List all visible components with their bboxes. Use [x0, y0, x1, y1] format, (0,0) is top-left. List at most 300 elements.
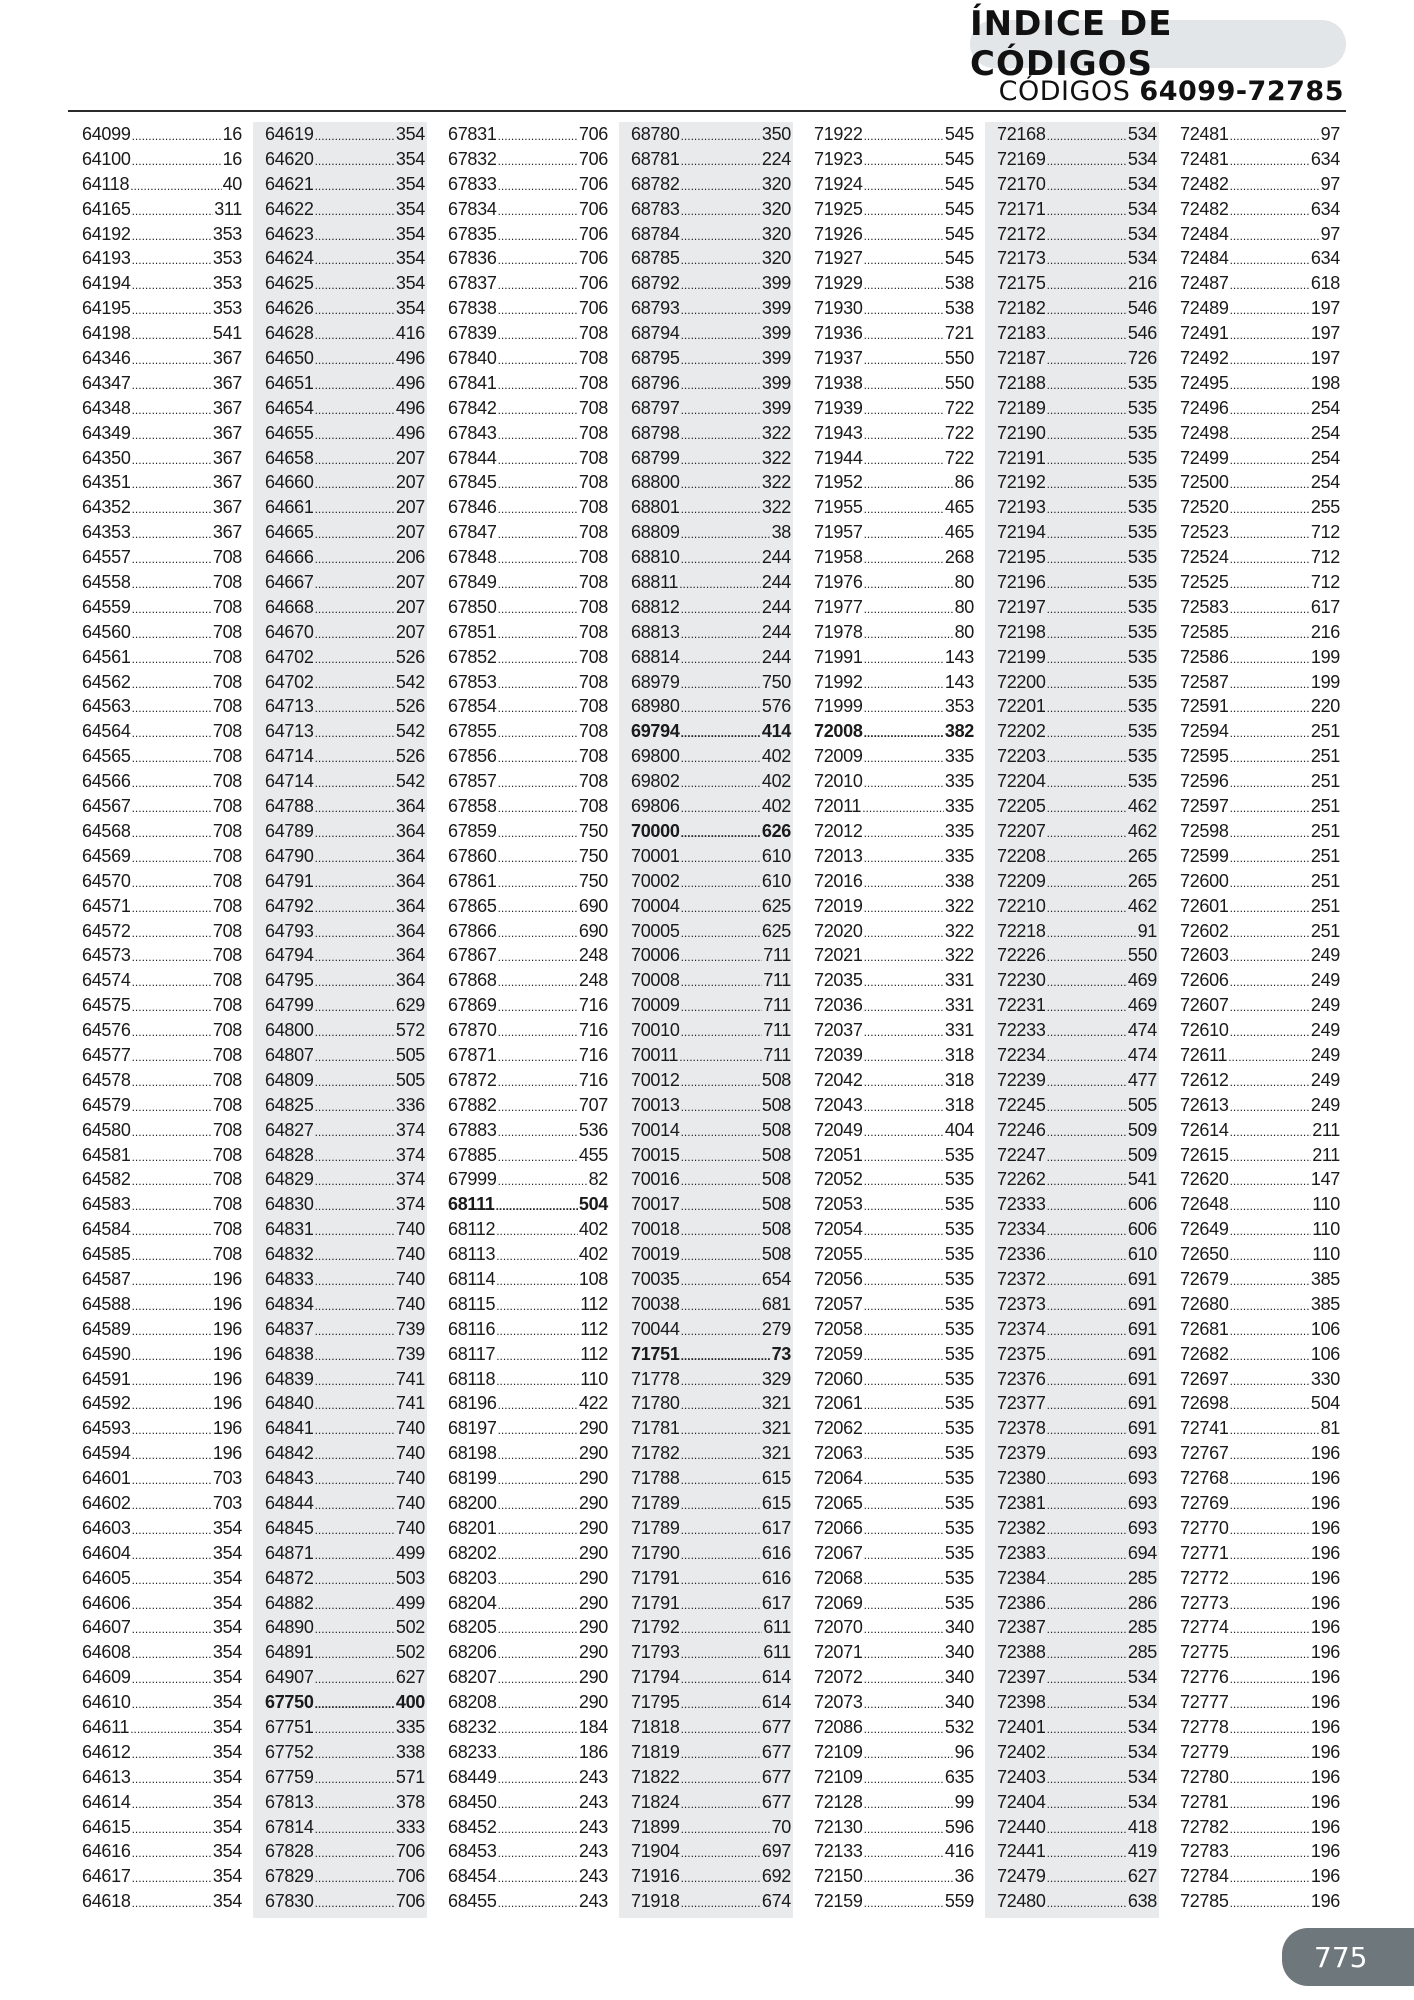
- product-code: 71916: [631, 1866, 680, 1887]
- leader-dots: [1047, 1244, 1127, 1269]
- product-code: 72192: [997, 472, 1046, 493]
- product-code: 72199: [997, 646, 1046, 667]
- product-code: 71937: [814, 348, 863, 369]
- index-entry: [448, 1815, 608, 1840]
- index-entry: [265, 545, 425, 570]
- product-code: 68781: [631, 148, 680, 169]
- leader-dots: [1047, 1194, 1127, 1219]
- index-entry: [82, 246, 242, 271]
- product-code: 72681: [1180, 1318, 1229, 1339]
- leader-dots: [1047, 174, 1127, 199]
- page-reference: 290: [578, 1443, 608, 1464]
- leader-dots: [315, 1269, 395, 1294]
- page-reference: 402: [578, 1219, 608, 1240]
- product-code: 72051: [814, 1144, 863, 1165]
- leader-dots: [681, 647, 761, 672]
- index-entry: [265, 520, 425, 545]
- leader-dots: [1047, 1642, 1127, 1667]
- leader-dots: [1047, 1593, 1127, 1618]
- leader-dots: [681, 846, 761, 871]
- page-reference: 681: [761, 1293, 791, 1314]
- index-entry: [265, 1192, 425, 1217]
- page-reference: 606: [1127, 1219, 1157, 1240]
- page-reference: 638: [1127, 1891, 1157, 1912]
- product-code: 67830: [265, 1891, 314, 1912]
- product-code: 72776: [1180, 1667, 1229, 1688]
- page-reference: 505: [395, 1069, 425, 1090]
- product-code: 67868: [448, 970, 497, 991]
- product-code: 71952: [814, 472, 863, 493]
- index-entry: [631, 321, 791, 346]
- page-reference: 634: [1310, 198, 1340, 219]
- index-entry: [997, 1342, 1157, 1367]
- index-entry: [1180, 371, 1340, 396]
- page-reference: 318: [944, 1069, 974, 1090]
- index-entry: [448, 147, 608, 172]
- product-code: 72065: [814, 1492, 863, 1513]
- index-entry: [82, 1391, 242, 1416]
- index-entry: [997, 1839, 1157, 1864]
- leader-dots: [864, 1443, 944, 1468]
- index-entry: [997, 222, 1157, 247]
- index-entry: [814, 1367, 974, 1392]
- index-entry: [448, 396, 608, 421]
- leader-dots: [1047, 721, 1127, 746]
- index-entry: [997, 819, 1157, 844]
- leader-dots: [864, 995, 944, 1020]
- page-reference: 367: [212, 447, 242, 468]
- leader-dots: [315, 1493, 395, 1518]
- product-code: 72774: [1180, 1617, 1229, 1638]
- leader-dots: [1230, 1294, 1310, 1319]
- index-entry: [997, 271, 1157, 296]
- product-code: 67836: [448, 248, 497, 269]
- index-entry: [1180, 1391, 1340, 1416]
- page-reference: 338: [395, 1741, 425, 1762]
- page-reference: 422: [578, 1393, 608, 1414]
- leader-dots: [132, 1866, 212, 1891]
- product-code: 72011: [814, 796, 862, 817]
- page-reference: 290: [578, 1542, 608, 1563]
- index-entry: [265, 1839, 425, 1864]
- leader-dots: [864, 224, 944, 249]
- page-reference: 367: [212, 472, 242, 493]
- page-reference: 416: [944, 1841, 974, 1862]
- index-entry: [814, 1790, 974, 1815]
- page-reference: 535: [944, 1144, 974, 1165]
- index-entry: [82, 1068, 242, 1093]
- product-code: 71793: [631, 1642, 680, 1663]
- leader-dots: [681, 1817, 771, 1842]
- product-code: 72489: [1180, 298, 1229, 319]
- product-code: 64587: [82, 1268, 131, 1289]
- page-reference: 243: [578, 1891, 608, 1912]
- index-entry: [814, 645, 974, 670]
- product-code: 72218: [997, 920, 1046, 941]
- product-code: 64612: [82, 1741, 131, 1762]
- page-reference: 331: [944, 1020, 974, 1041]
- page-reference: 535: [1127, 646, 1157, 667]
- index-entry: [265, 1516, 425, 1541]
- index-entry: [82, 1242, 242, 1267]
- product-code: 71927: [814, 248, 863, 269]
- page-reference: 320: [761, 198, 791, 219]
- page-reference: 708: [578, 671, 608, 692]
- page-reference: 265: [1127, 870, 1157, 891]
- index-entry: [448, 1441, 608, 1466]
- product-code: 64799: [265, 995, 314, 1016]
- product-code: 71936: [814, 323, 863, 344]
- index-entry: [448, 844, 608, 869]
- leader-dots: [1230, 1891, 1310, 1916]
- leader-dots: [681, 398, 761, 423]
- index-entry: [997, 1367, 1157, 1392]
- leader-dots: [498, 696, 578, 721]
- page-reference: 265: [1127, 845, 1157, 866]
- index-entry: [631, 1416, 791, 1441]
- page-reference: 350: [761, 124, 791, 144]
- leader-dots: [864, 1841, 944, 1866]
- product-code: 69806: [631, 796, 680, 817]
- product-code: 72491: [1180, 323, 1229, 344]
- product-code: 71999: [814, 696, 863, 717]
- leader-dots: [1230, 124, 1320, 149]
- index-entry: [265, 645, 425, 670]
- index-entry: [997, 1615, 1157, 1640]
- index-entry: [631, 694, 791, 719]
- leader-dots: [864, 1742, 954, 1767]
- page-reference: 36: [954, 1866, 974, 1887]
- index-entry: [1180, 1292, 1340, 1317]
- product-code: 64807: [265, 1044, 314, 1065]
- index-entry: [814, 1516, 974, 1541]
- product-code: 64568: [82, 820, 131, 841]
- index-entry: [265, 919, 425, 944]
- page-reference: 254: [1310, 472, 1340, 493]
- index-entry: [82, 1466, 242, 1491]
- index-entry: [814, 769, 974, 794]
- index-entry: [997, 1740, 1157, 1765]
- code-index-columns: [70, 122, 1344, 1918]
- page-reference: 615: [761, 1468, 791, 1489]
- page-reference: 73: [771, 1343, 791, 1364]
- leader-dots: [1230, 1717, 1310, 1742]
- product-code: 72109: [814, 1741, 863, 1762]
- leader-dots: [864, 1244, 944, 1269]
- leader-dots: [681, 1393, 761, 1418]
- index-entry: [997, 1715, 1157, 1740]
- leader-dots: [498, 398, 578, 423]
- index-entry: [448, 968, 608, 993]
- index-entry: [997, 296, 1157, 321]
- leader-dots: [681, 472, 761, 497]
- leader-dots: [132, 1617, 212, 1642]
- product-code: 64825: [265, 1094, 314, 1115]
- product-code: 64565: [82, 746, 131, 767]
- index-entry: [1180, 1615, 1340, 1640]
- page-reference: 535: [944, 1268, 974, 1289]
- product-code: 64572: [82, 920, 131, 941]
- leader-dots: [1230, 472, 1310, 497]
- page-reference: 711: [763, 970, 791, 991]
- index-entry: [631, 246, 791, 271]
- page-reference: 535: [944, 1418, 974, 1439]
- index-entry: [631, 968, 791, 993]
- index-entry: [448, 1242, 608, 1267]
- index-entry: [631, 396, 791, 421]
- index-entry: [814, 1118, 974, 1143]
- leader-dots: [864, 846, 944, 871]
- index-entry: [265, 197, 425, 222]
- page-reference: 321: [761, 1443, 791, 1464]
- index-entry: [82, 1367, 242, 1392]
- page-reference: 322: [761, 497, 791, 518]
- leader-dots: [1230, 1518, 1310, 1543]
- index-entry: [814, 1541, 974, 1566]
- product-code: 64574: [82, 970, 131, 991]
- product-code: 68204: [448, 1592, 497, 1613]
- product-code: 71925: [814, 198, 863, 219]
- page-reference: 290: [578, 1642, 608, 1663]
- leader-dots: [132, 149, 222, 174]
- index-entry: [82, 1665, 242, 1690]
- index-entry: [82, 894, 242, 919]
- product-code: 71789: [631, 1492, 680, 1513]
- product-code: 64567: [82, 796, 131, 817]
- page-reference: 97: [1320, 124, 1340, 144]
- leader-dots: [681, 1070, 761, 1095]
- page-reference: 708: [578, 771, 608, 792]
- product-code: 67885: [448, 1144, 497, 1165]
- page-reference: 708: [578, 621, 608, 642]
- leader-dots: [864, 771, 944, 796]
- product-code: 71791: [631, 1592, 680, 1613]
- product-code: 64827: [265, 1119, 314, 1140]
- index-entry: [631, 919, 791, 944]
- product-code: 72072: [814, 1667, 863, 1688]
- leader-dots: [681, 1891, 761, 1916]
- product-code: 72187: [997, 348, 1046, 369]
- page-reference: 711: [763, 1044, 791, 1065]
- product-code: 72039: [814, 1044, 863, 1065]
- product-code: 67853: [448, 671, 497, 692]
- index-entry: [814, 570, 974, 595]
- index-entry: [265, 1267, 425, 1292]
- index-entry: [631, 470, 791, 495]
- page-reference: 399: [761, 298, 791, 319]
- page-reference: 416: [395, 323, 425, 344]
- page-reference: 508: [761, 1069, 791, 1090]
- page-reference: 526: [395, 746, 425, 767]
- leader-dots: [864, 348, 944, 373]
- product-code: 72594: [1180, 721, 1229, 742]
- leader-dots: [681, 423, 761, 448]
- page-reference: 402: [761, 771, 791, 792]
- index-entry: [82, 595, 242, 620]
- product-code: 67872: [448, 1069, 497, 1090]
- index-entry: [265, 968, 425, 993]
- index-entry: [1180, 172, 1340, 197]
- leader-dots: [1230, 1443, 1310, 1468]
- product-code: 72783: [1180, 1841, 1229, 1862]
- product-code: 72779: [1180, 1741, 1229, 1762]
- index-entry: [1180, 1167, 1340, 1192]
- leader-dots: [681, 945, 763, 970]
- product-code: 72780: [1180, 1766, 1229, 1787]
- page-reference: 197: [1310, 298, 1340, 319]
- leader-dots: [132, 373, 212, 398]
- product-code: 67856: [448, 746, 497, 767]
- index-entry: [1180, 919, 1340, 944]
- product-code: 72523: [1180, 522, 1229, 543]
- product-code: 72043: [814, 1094, 863, 1115]
- product-code: 72196: [997, 572, 1046, 593]
- product-code: 64713: [265, 696, 314, 717]
- index-entry: [82, 1839, 242, 1864]
- leader-dots: [864, 1269, 944, 1294]
- product-code: 72053: [814, 1194, 863, 1215]
- product-code: 70044: [631, 1318, 680, 1339]
- leader-dots: [496, 1244, 578, 1269]
- leader-dots: [132, 1120, 212, 1145]
- page-reference: 16: [222, 148, 242, 169]
- page-reference: 541: [1127, 1169, 1157, 1190]
- page-reference: 535: [944, 1393, 974, 1414]
- product-code: 68809: [631, 522, 680, 543]
- page-reference: 399: [761, 323, 791, 344]
- product-code: 72008: [814, 721, 863, 742]
- product-code: 67750: [265, 1692, 314, 1713]
- leader-dots: [498, 796, 578, 821]
- product-code: 64573: [82, 945, 131, 966]
- product-code: 67883: [448, 1119, 497, 1140]
- page-reference: 627: [395, 1667, 425, 1688]
- product-code: 72066: [814, 1517, 863, 1538]
- index-entry: [82, 694, 242, 719]
- product-code: 64837: [265, 1318, 314, 1339]
- index-entry: [265, 1889, 425, 1914]
- index-entry: [448, 1192, 608, 1217]
- page-reference: 290: [578, 1617, 608, 1638]
- product-code: 64585: [82, 1244, 131, 1265]
- page-reference: 110: [580, 1368, 608, 1389]
- index-entry: [997, 1765, 1157, 1790]
- leader-dots: [498, 1742, 578, 1767]
- index-entry: [82, 470, 242, 495]
- leader-dots: [1047, 497, 1127, 522]
- index-entry: [997, 446, 1157, 471]
- code-range-subtitle: [999, 76, 1344, 107]
- product-code: 64840: [265, 1393, 314, 1414]
- leader-dots: [1230, 298, 1310, 323]
- product-code: 72188: [997, 372, 1046, 393]
- product-code: 72768: [1180, 1468, 1229, 1489]
- leader-dots: [1047, 199, 1127, 224]
- index-entry: [1180, 794, 1340, 819]
- page-reference: 462: [1127, 820, 1157, 841]
- product-code: 72484: [1180, 248, 1229, 269]
- page-reference: 40: [222, 173, 242, 194]
- product-code: 72679: [1180, 1268, 1229, 1289]
- product-code: 64195: [82, 298, 131, 319]
- page-reference: 196: [1310, 1692, 1340, 1713]
- product-code: 64610: [82, 1692, 131, 1713]
- page-reference: 708: [212, 945, 242, 966]
- index-entry: [997, 670, 1157, 695]
- product-code: 72210: [997, 895, 1046, 916]
- leader-dots: [315, 398, 395, 423]
- product-code: 64578: [82, 1069, 131, 1090]
- product-code: 72603: [1180, 945, 1229, 966]
- leader-dots: [1047, 1493, 1127, 1518]
- page-reference: 706: [578, 173, 608, 194]
- index-entry: [448, 1367, 608, 1392]
- page-reference: 354: [212, 1741, 242, 1762]
- product-code: 72398: [997, 1692, 1046, 1713]
- product-code: 64614: [82, 1791, 131, 1812]
- product-code: 72203: [997, 746, 1046, 767]
- index-entry: [631, 645, 791, 670]
- page-reference: 374: [395, 1194, 425, 1215]
- index-entry: [448, 545, 608, 570]
- leader-dots: [681, 1169, 761, 1194]
- product-code: 64576: [82, 1020, 131, 1041]
- product-code: 72386: [997, 1592, 1046, 1613]
- leader-dots: [1228, 1045, 1310, 1070]
- leader-dots: [1047, 423, 1127, 448]
- index-entry: [265, 495, 425, 520]
- index-entry: [1180, 744, 1340, 769]
- page-reference: 503: [395, 1567, 425, 1588]
- leader-dots: [681, 1518, 761, 1543]
- leader-dots: [681, 1543, 761, 1568]
- leader-dots: [1047, 1767, 1127, 1792]
- leader-dots: [315, 199, 395, 224]
- page-reference: 400: [395, 1692, 425, 1713]
- page-reference: 708: [212, 671, 242, 692]
- page-reference: 535: [944, 1194, 974, 1215]
- leader-dots: [132, 547, 212, 572]
- page-reference: 322: [944, 920, 974, 941]
- leader-dots: [1230, 448, 1310, 473]
- leader-dots: [1047, 1045, 1127, 1070]
- product-code: 64118: [82, 173, 130, 194]
- leader-dots: [315, 622, 395, 647]
- product-code: 64795: [265, 970, 314, 991]
- index-entry: [265, 1292, 425, 1317]
- index-entry: [265, 719, 425, 744]
- product-code: 64581: [82, 1144, 131, 1165]
- index-entry: [997, 1192, 1157, 1217]
- page-reference: 708: [578, 472, 608, 493]
- leader-dots: [1230, 896, 1310, 921]
- product-code: 72606: [1180, 970, 1229, 991]
- product-code: 71788: [631, 1468, 680, 1489]
- index-entry: [82, 1292, 242, 1317]
- page-reference: 694: [1127, 1542, 1157, 1563]
- product-code: 72599: [1180, 845, 1229, 866]
- index-entry: [82, 645, 242, 670]
- index-entry: [265, 1391, 425, 1416]
- index-entry: [82, 1715, 242, 1740]
- product-code: 68200: [448, 1492, 497, 1513]
- index-entry: [814, 993, 974, 1018]
- index-entry: [631, 1815, 791, 1840]
- index-entry: [82, 1815, 242, 1840]
- index-entry: [1180, 1416, 1340, 1441]
- page-reference: 708: [212, 995, 242, 1016]
- leader-dots: [315, 1866, 395, 1891]
